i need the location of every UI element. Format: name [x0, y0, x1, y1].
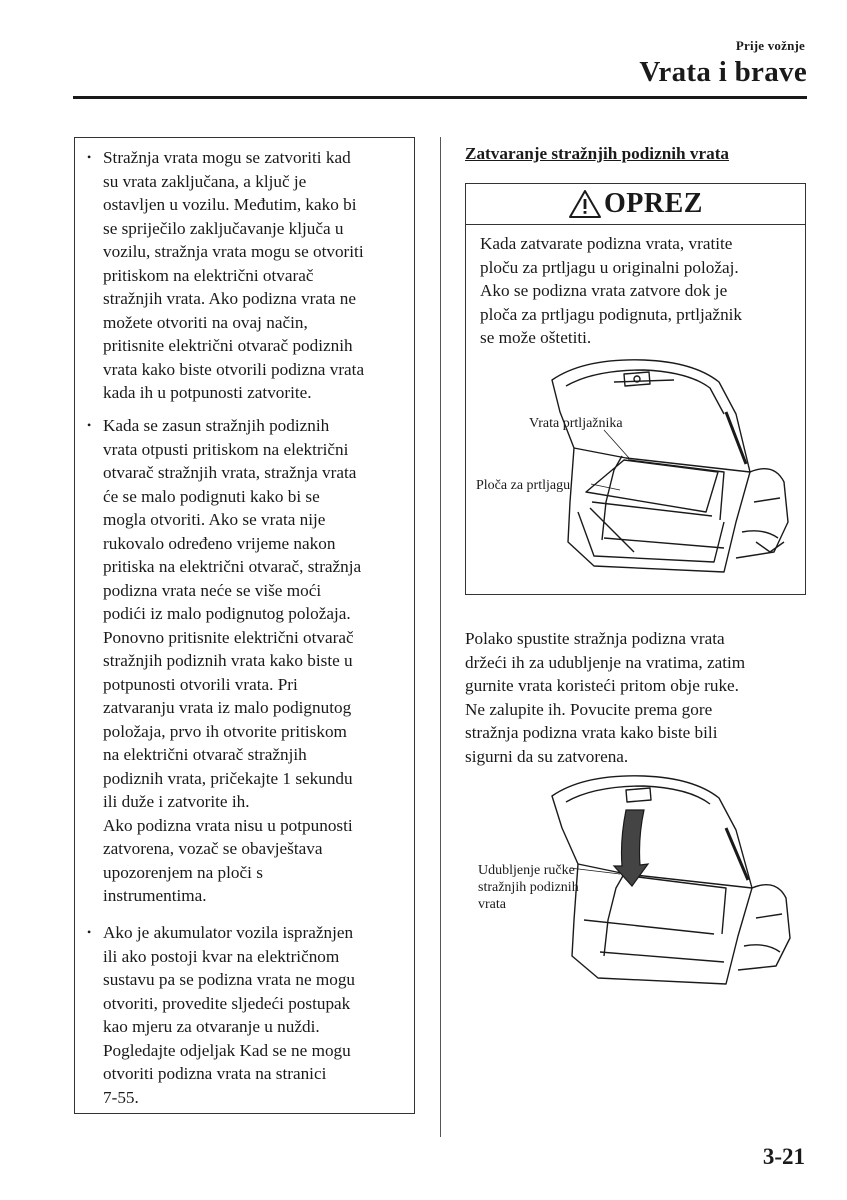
header-rule	[73, 96, 807, 99]
note-text: Stražnja vrata mogu se zatvoriti kad su vrata zaključana, a ključ je ostavljen u vozilu. Međutim, kako bi se spriječilo zaključavanje ključa u vozilu, stražnja vrata mogu se otvoriti pritiskom na električni otvarač stražnjih vrata. Ako podizna vrata ne možete otvoriti na ovaj način, pritisnite električni otvarač podiznih vrata kako biste otvorili podizna vrata kada ih u potpunosti zatvorite.	[103, 148, 365, 402]
section-heading: Zatvaranje stražnjih podiznih vrata	[465, 144, 730, 163]
notes-box	[74, 137, 415, 1114]
label-door: Vrata prtljažnika	[529, 416, 623, 431]
bullet-marker: •	[87, 925, 92, 939]
closing-instructions: Polako spustite stražnja podizna vrata držeći ih za udubljenje na vratima, zatim gurnite vrata koristeći pritom obje ruke. Ne zalupite ih. Povucite prema gore stražnja podizna vrata kako biste bili sigurni da su zatvorena.	[465, 629, 746, 766]
bullet-marker: •	[87, 150, 92, 164]
liftgate-closing-illustration	[474, 770, 794, 998]
note-bullet	[87, 921, 405, 1109]
column-divider	[440, 137, 441, 1137]
caution-title: OPREZ	[604, 188, 703, 219]
label-handle: stražnjih podiznih	[478, 880, 579, 895]
down-arrow-icon	[614, 810, 648, 886]
caution-text: Kada zatvarate podizna vrata, vratite ploču za prtljagu u originalni položaj. Ako se podizna vrata zatvore dok je ploča za prtljagu podignuta, prtljažnik se može oštetiti.	[480, 234, 743, 347]
caution-header	[466, 184, 805, 225]
label-board: Ploča za prtljagu	[476, 478, 571, 493]
page-number: 3-21	[762, 1144, 805, 1169]
label-handle: Udubljenje ručke	[478, 863, 575, 878]
page-title: Vrata i brave	[639, 56, 807, 88]
liftgate-open-illustration	[474, 352, 794, 592]
section-label: Prije vožnje	[735, 38, 805, 53]
bullet-marker: •	[87, 418, 92, 432]
warning-triangle-icon	[568, 189, 602, 219]
note-bullet	[87, 146, 405, 405]
label-handle: vrata	[478, 897, 506, 912]
note-text: Ako je akumulator vozila ispražnjen ili ako postoji kvar na električnom sustavu pa se podizna vrata ne mogu otvoriti, provedite sljedeći postupak kao mjeru za otvaranje u nuždi. Pogledajte odjeljak Kad se ne mogu otvoriti podizna vrata na stranici 7-55.	[103, 923, 356, 1107]
note-bullet	[87, 414, 405, 908]
note-text: Kada se zasun stražnjih podiznih vrata otpusti pritiskom na električni otvarač stražnjih vrata, stražnja vrata će se malo podignuti kako bi se mogla otvoriti. Ako se vrata nije rukovalo određeno vrijeme nakon pritiska na električni otvarač, stražnja podizna vrata neće se više moći podići iz malo podignutog položaja. Ponovno pritisnite električni otvarač stražnjih podiznih vrata kako biste u potpunosti otvorili vrata. Pri zatvaranju vrata iz malo podignutog položaja, prvo ih otvorite pritiskom na električni otvarač stražnjih podiznih vrata, pričekajte 1 sekundu ili duže i zatvorite ih. Ako podizna vrata nisu u potpunosti zatvorena, vozač se obavještava upozorenjem na ploči s instrumentima.	[103, 416, 362, 905]
